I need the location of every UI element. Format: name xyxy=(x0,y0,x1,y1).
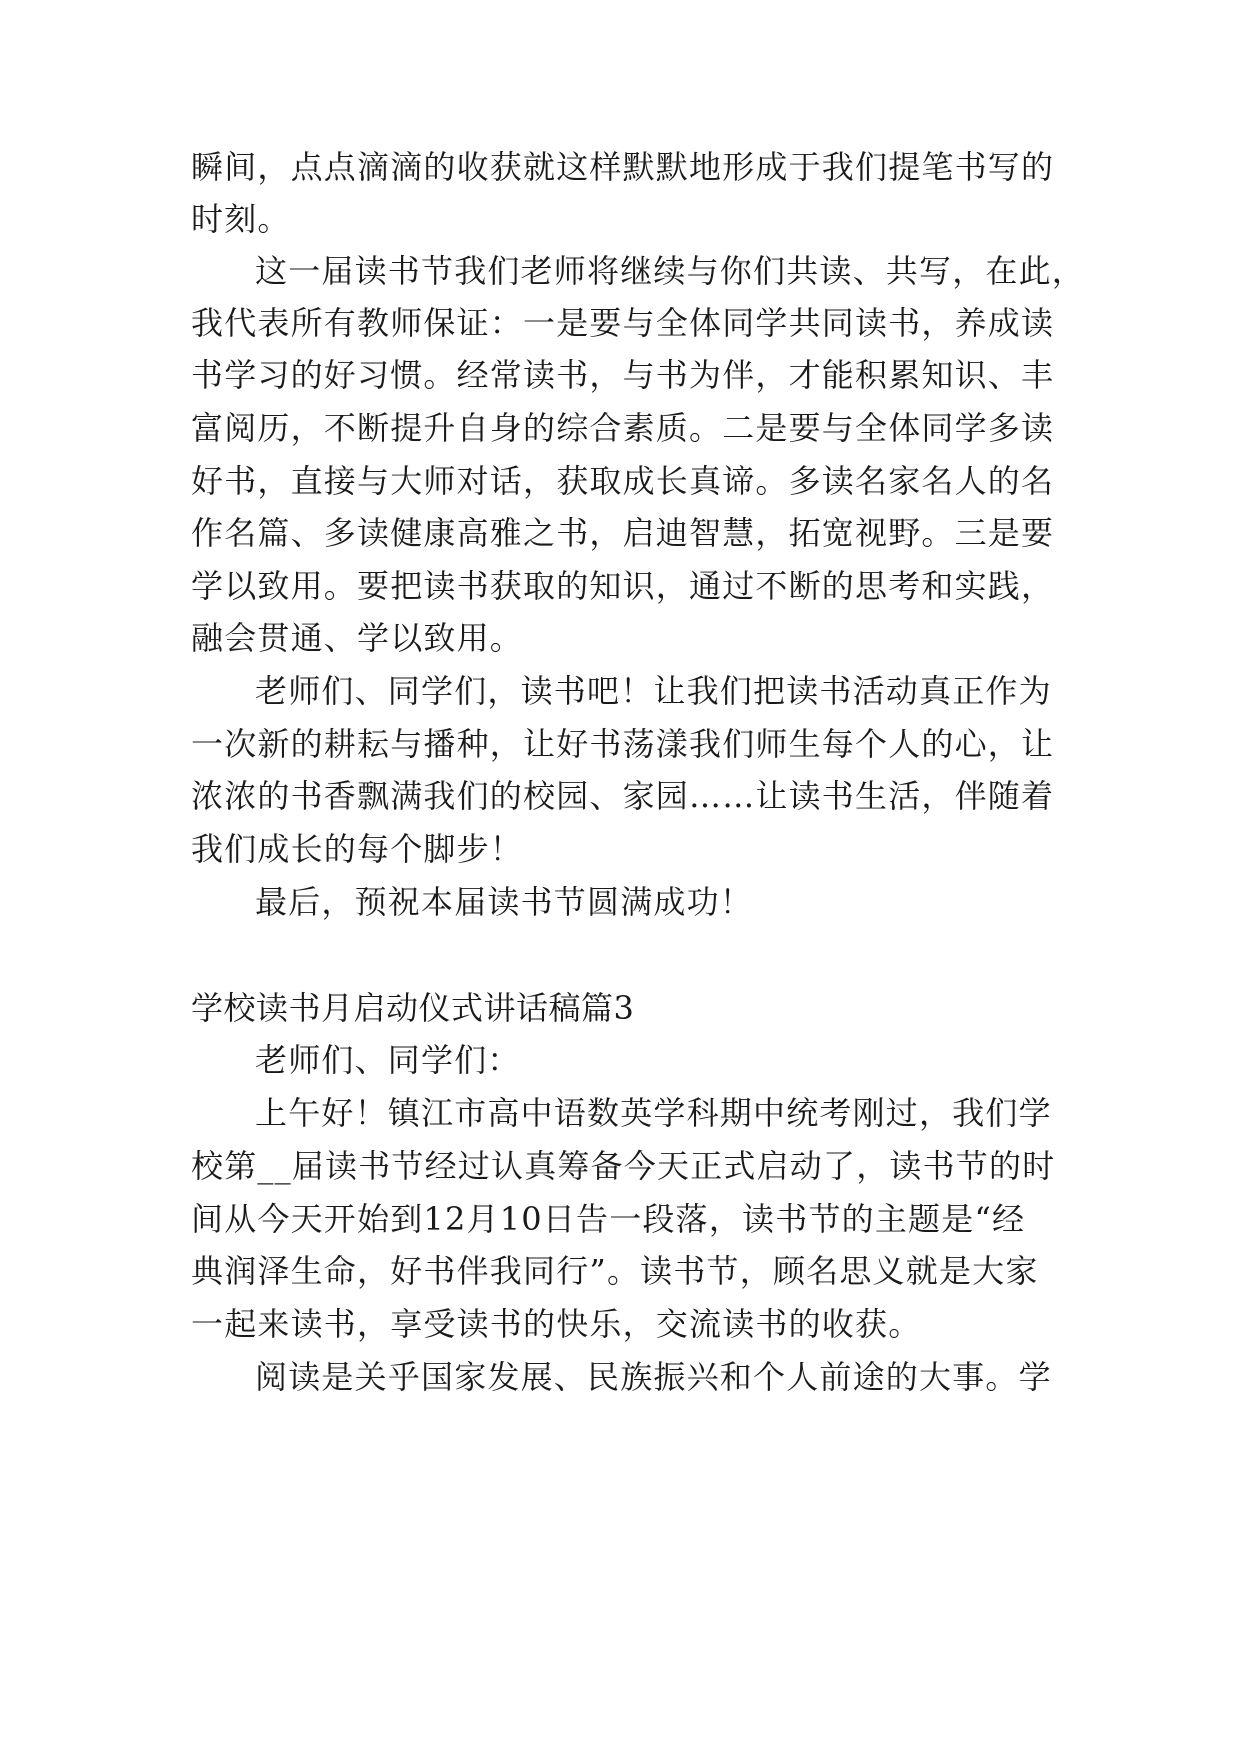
body-text-line: 一次新的耕耘与播种，让好书荡漾我们师生每个人的心，让 xyxy=(191,725,1055,763)
body-text-line: 时刻。 xyxy=(191,200,291,238)
body-text-line: 典润泽生命，好书伴我同行”。读书节，顾名思义就是大家 xyxy=(191,1252,1039,1290)
body-text-line: 间从今天开始到12月10日告一段落，读书节的主题是“经 xyxy=(191,1200,1026,1238)
body-text-line: 上午好！镇江市高中语数英学科期中统考刚过，我们学 xyxy=(255,1094,1052,1132)
body-text-line: 一起来读书，享受读书的快乐，交流读书的收获。 xyxy=(191,1305,922,1343)
body-text-line: 富阅历，不断提升自身的综合素质。二是要与全体同学多读 xyxy=(191,409,1055,447)
body-text-line: 这一届读书节我们老师将继续与你们共读、共写，在此， xyxy=(255,252,1086,290)
salutation-line: 老师们、同学们： xyxy=(255,1041,521,1079)
body-text-line: 最后，预祝本届读书节圆满成功！ xyxy=(255,883,754,921)
body-text-line: 作名篇、多读健康高雅之书，启迪智慧，拓宽视野。三是要 xyxy=(191,514,1055,552)
body-text-line: 好书，直接与大师对话，获取成长真谛。多读名家名人的名 xyxy=(191,462,1055,500)
body-text-line: 学以致用。要把读书获取的知识，通过不断的思考和实践， xyxy=(191,567,1055,605)
body-text-line: 浓浓的书香飘满我们的校园、家园……让读书生活，伴随着 xyxy=(191,777,1055,815)
body-text-line: 阅读是关乎国家发展、民族振兴和个人前途的大事。学 xyxy=(255,1358,1052,1396)
body-text-line: 我代表所有教师保证：一是要与全体同学共同读书，养成读 xyxy=(191,304,1055,342)
body-text-line: 融会贯通、学以致用。 xyxy=(191,619,524,657)
section-heading: 学校读书月启动仪式讲话稿篇3 xyxy=(191,989,635,1027)
body-text-line: 我们成长的每个脚步！ xyxy=(191,830,524,868)
body-text-line: 书学习的好习惯。经常读书，与书为伴，才能积累知识、丰 xyxy=(191,356,1055,394)
body-text-line: 老师们、同学们，读书吧！让我们把读书活动真正作为 xyxy=(255,672,1052,710)
body-text-line: 瞬间，点点滴滴的收获就这样默默地形成于我们提笔书写的 xyxy=(191,148,1055,186)
body-text-line: 校第__届读书节经过认真筹备今天正式启动了，读书节的时 xyxy=(191,1147,1056,1185)
